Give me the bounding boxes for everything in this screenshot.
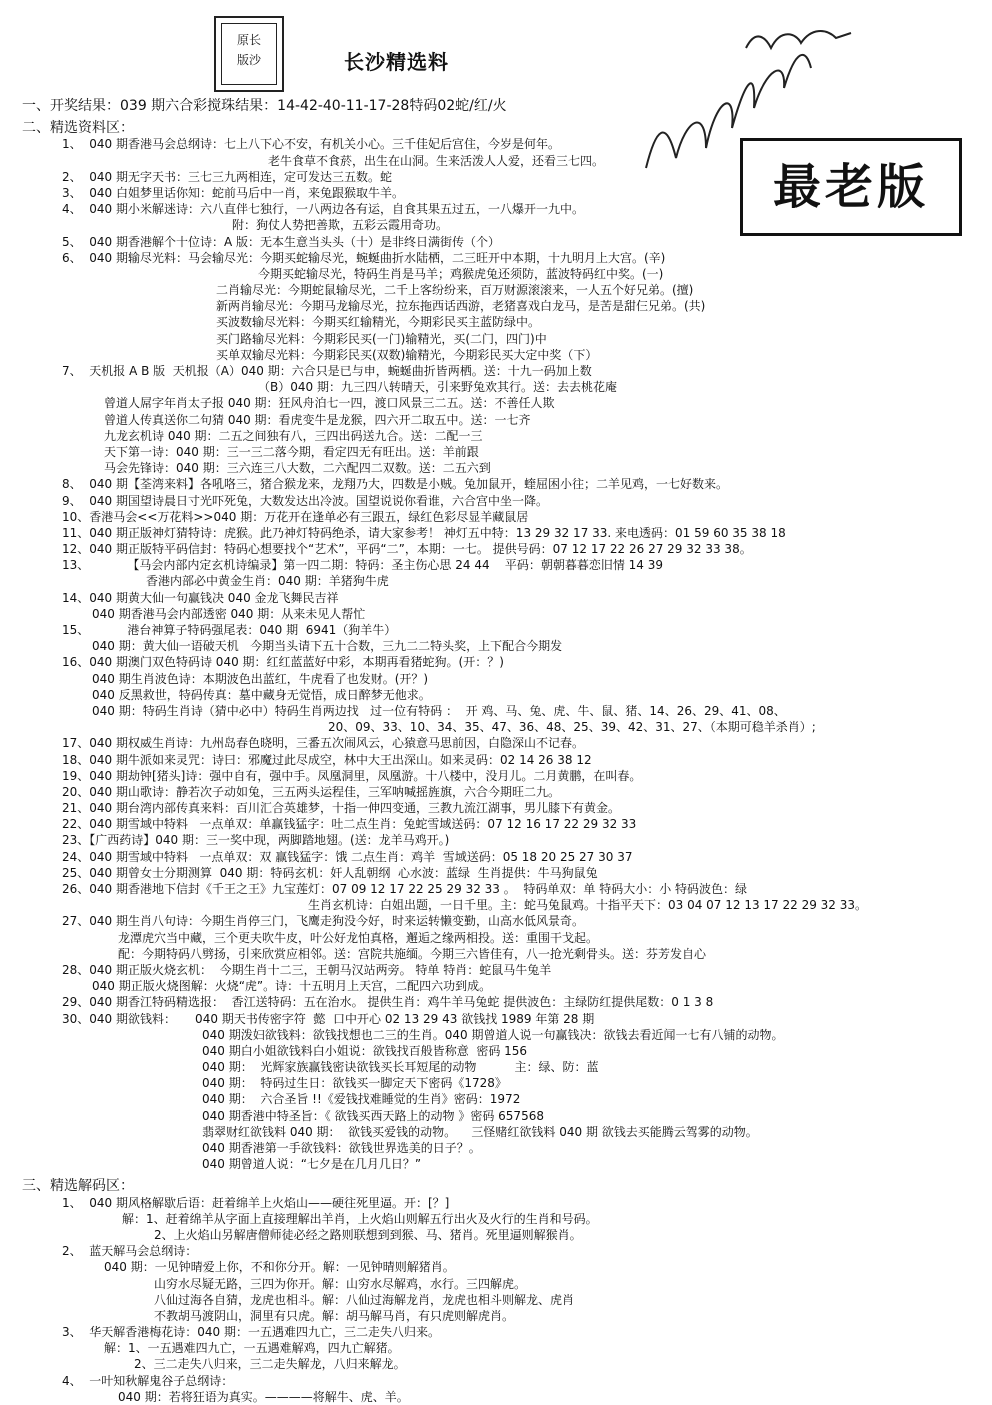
- draw-result-line: 一、开奖结果：039 期六合彩搅珠结果：14-42-40-11-17-28特码02蛇/红/火: [22, 98, 507, 114]
- stamp-line-1: 原长: [236, 33, 261, 47]
- content-line: 不教胡马渡阴山，洞里有只虎。解：胡马解马肖，有只虎则解虎肖。: [154, 1308, 515, 1323]
- content-line: 解：1、赶着绵羊从字面上直接理解出羊肖，上火焰山则解五行出火及火行的生肖和号码。: [122, 1211, 598, 1226]
- content-line: 九龙玄机诗 040 期：二五之间独有八，三四出码送九合。送：二配一三: [104, 428, 483, 443]
- content-line: 13、 【马会内部内定玄机诗编录】第一四二期：特码：圣主伤心思 24 44 平码：朝朝暮暮恋旧情 14 39: [62, 558, 664, 573]
- content-line: 4、 040 期小米解迷诗：六八直伴七独行，一八两边各有运，自食其果五过五，一八爆开一九中。: [62, 202, 584, 217]
- content-line: 解：1、一五遇难四九亡，一五遇难解鸡，四九亡解猪。: [104, 1341, 400, 1356]
- content-line: 今期买蛇输尽光，特码生肖是马羊；鸡猴虎兔还须防，蓝波特码红中奖。(一): [258, 266, 664, 281]
- content-line: 6、 040 期输尽光料：马会输尽光：今期买蛇输尽光，蜿蜒曲折水陆栖，二三旺开中本期，十九明月上大宫。(辛): [62, 250, 666, 265]
- content-line: 20、09、33、10、34、35、47、36、48、25、39、42、31、27、（本期可稳羊杀肖）;: [328, 720, 816, 735]
- content-line: 040 期白小姐欲钱料白小姐说：欲钱找百般皆称意 密码 156: [202, 1043, 528, 1058]
- section-heading-decoding: 三、精选解码区：: [22, 1178, 134, 1195]
- content-line: 040 期：若将狂语为真实。————将解牛、虎、羊。: [118, 1389, 409, 1404]
- content-line: 7、 天机报 A B 版 天机报（A）040 期：六合只是已与申，蜿蜒曲折皆两栖。送：十九一码加上数: [62, 364, 592, 378]
- content-line: 30、040 期欲钱料： 040 期天书传密字符 懿 口中开心 02 13 29 43 欲钱找 1989 年第 28 期: [62, 1011, 595, 1026]
- content-line: 翡翠财红欲钱料 040 期： 欲钱买爱钱的动物。 三怪赌红欲钱料 040 期 欲钱去买能腾云驾雾的动物。: [202, 1124, 758, 1139]
- content-line: 26、040 期香港地下信封《千王之王》九宝莲灯：07 09 12 17 22 25 29 32 33 。 特码单双：单 特码大小：小 特码波色：绿: [62, 882, 748, 896]
- content-line: 2、三二走失八归来，三二走失解龙，八归来解龙。: [134, 1357, 406, 1372]
- stamp-line-2: 版沙: [236, 53, 261, 67]
- content-line: 15、 港台神算子特码强尾表：040 期 6941（狗羊牛）: [62, 623, 397, 637]
- content-line: 040 期泼妇欲钱料：欲钱找想也二三的生肖。040 期曾道人说一句赢钱决：欲钱去看近闻一七有八铺的动物。: [202, 1027, 784, 1042]
- content-line: 18、040 期牛派如来灵咒：诗曰：邪魔过此尽成空，林中大王出深山。如来灵码：02 14 26 38 12: [62, 752, 592, 767]
- content-line: 香港内部必中黄金生肖：040 期：羊猪狗牛虎: [146, 574, 389, 589]
- content-line: 1、 040 期风格解歇后语：赶着绵羊上火焰山——硬往死里逼。开：[？]: [62, 1195, 450, 1210]
- content-body: [0, 98, 992, 1405]
- content-line: 八仙过海各自猜，龙虎也相斗。解：八仙过海解龙肖，龙虎也相斗则解龙、虎肖: [154, 1292, 575, 1307]
- content-line: 040 期：一见钟晴爱上你，不和你分开。解：一见钟晴则解猪肖。: [104, 1260, 455, 1275]
- content-line: 040 期： 光辉家族赢钱密诀欲钱买长耳短尾的动物 主：绿、防：蓝: [202, 1060, 599, 1075]
- content-line: 19、040 期劫钟[猪头]诗：强中自有，强中手。凤凰洞里，凤凰游。十八楼中，没月儿。二月黄鹏，在叫春。: [62, 768, 642, 783]
- content-line: 040 期香港第一手欲钱料：欲钱世界选美的日子？。: [202, 1141, 481, 1155]
- content-line: 2、 040 期无字天书：三七三九两相连，定可发达三五数。蛇: [62, 169, 392, 184]
- content-line: （B）040 期：九三四八转晴天，引来野兔欢其行。送：去去桃花庵: [258, 380, 617, 395]
- page-title: 长沙精选料: [344, 50, 449, 74]
- content-line: 040 期： 六合圣旨 !!《爱钱找难睡觉的生肖》密码：1972: [202, 1092, 521, 1107]
- edition-badge: 最老版: [740, 138, 962, 236]
- content-line: 生肖玄机诗：白姐出题，一日千里。主：蛇马兔鼠鸡。十指平天下：03 04 07 12 13 17 22 29 32 33。: [308, 898, 868, 913]
- content-line: 11、040 期正版神灯猜特诗：虎猴。此乃神灯特码绝杀，请大家参考！ 神灯五中特：13 29 32 17 33. 来电透码：01 59 60 35 38 18: [62, 525, 786, 540]
- content-line: 老牛食草不食菸，出生在山洞。生来活泼人人爱，还看三七四。: [268, 153, 605, 168]
- content-line: 040 期香港马会内部透密 040 期：从来未见人帮忙: [92, 606, 366, 621]
- content-line: 040 期：特码生肖诗（猜中必中）特码生肖两边找 过一位有特码 ： 开 鸡、马、兔、虎、牛、鼠、猪、14、26、29、41、08、: [92, 703, 786, 718]
- content-line: 5、 040 期香港解个十位诗：A 版：无本生意当头头（十）是非终日满街传（个）: [62, 234, 501, 249]
- content-line: 28、040 期正版火烧玄机： 今期生肖十二三，王朝马汉站两旁。 特单 特肖：蛇鼠马牛兔羊: [62, 962, 552, 977]
- content-line: 2、上火焰山另解唐僧师徒必经之路则联想到到猴、马、猪肖。死里逼则解猴肖。: [154, 1227, 582, 1242]
- content-line: 24、040 期雪域中特料 一点单双：双 赢钱猛字：饿 二点生肖：鸡羊 雪域送码：05 18 20 25 27 30 37: [62, 849, 633, 864]
- decoding-list: [0, 1195, 992, 1405]
- content-line: 20、040 期山歌诗：静若次子动如兔，三五两头运程佳，三军呐喊摇旌旗，六合今期旺二九。: [62, 784, 560, 799]
- content-line: 买波数输尽光料：今期买红输精光，今期彩民买主蓝防绿中。: [216, 315, 541, 330]
- content-line: 买门路输尽光料：今期彩民买(一门)输精光，买(二门，四门)中: [216, 331, 547, 346]
- content-line: 附：狗仗人势把善欺，五彩云霞用奇功。: [232, 218, 449, 233]
- content-line: 29、040 期香江特码精选报： 香江送特码：五在治水。 提供生肖：鸡牛羊马兔蛇 提供波色：主绿防红提供尾数：0 1 3 8: [62, 995, 714, 1010]
- content-line: 8、 040 期【荃湾来料】各吼咯三，猪合猴龙来，龙翔乃大，四数是小贼。兔加鼠开，蝰屈困小往；二羊见鸡，一七好数来。: [62, 477, 728, 492]
- content-line: 曾道人屌字年肖太子报 040 期：狂风舟泊七一四，渡口风景三二五。送：不善任人欺: [104, 396, 555, 411]
- content-line: 曾道人传真送你二句猜 040 期：看虎变牛是龙猴，四六开二取五中。送：一七齐: [104, 412, 531, 427]
- content-line: 4、 一叶知秋解鬼谷子总纲诗：: [62, 1373, 234, 1388]
- content-line: 040 期：黄大仙一语破天机 今期当头请下五十合数，三九二二特头奖，上下配合今期发: [92, 639, 563, 654]
- section-heading-selected-info: 二、精选资料区：: [22, 120, 134, 137]
- content-line: 040 期曾道人说：“七夕是在几月几日？”: [202, 1157, 422, 1172]
- content-line: 3、 040 白姐梦里话你知：蛇前马后中一肖，来兔跟猴取牛羊。: [62, 185, 404, 200]
- content-line: 2、 蓝天解马会总纲诗：: [62, 1244, 198, 1259]
- content-line: 1、 040 期香港马会总纲诗：七上八下心不安，有机关小心。三千佳妃后宫住，今岁是何年。: [62, 137, 560, 152]
- content-line: 14、040 期黄大仙一句赢钱决 040 金龙飞舞民吉祥: [62, 590, 339, 605]
- selected-info-list: [0, 136, 992, 1172]
- content-line: 二肖输尽光：今期蛇鼠输尽光，二千上客纷纷来，百万财源滚滚来，一人五个好兄弟。(擅): [216, 283, 694, 298]
- content-line: 040 期生肖波色诗：本期波色出蓝红，牛虎看了也发财。(开？): [92, 671, 429, 686]
- content-line: 27、040 期生肖八句诗：今期生肖停三门，飞鹰走狗没今好，时来运转懒变勤，山高水低风景奇。: [62, 914, 584, 929]
- content-line: 040 反黑救世，特码传真：墓中藏身无觉悟，成日醉梦无他求。: [92, 687, 431, 702]
- content-line: 040 期香港中特圣旨：《 欲钱买西天路上的动物 》密码 657568: [202, 1108, 544, 1123]
- content-line: 21、040 期台湾内部传真来料：百川汇合英雄梦，十指一伸四变通，三教九流江湖事，男儿膝下有黄金。: [62, 801, 620, 816]
- content-line: 25、040 期曾女士分期测算 040 期：特码玄机：奸人乱朝纲 心水波：蓝绿 生肖提供：牛马狗鼠兔: [62, 865, 598, 880]
- content-line: 买单双输尽光料：今期彩民买(双数)输精光，今期彩民买大定中奖（下）: [216, 347, 598, 362]
- content-line: 配：今期特码八劈扬，引来欣赏应相邻。送：宫院共施缅。今期三六皆佳有，八一抢光剩骨头。送：芬芳发自心: [118, 946, 707, 961]
- content-line: 10、香港马会<<万花料>>040 期：万花开在逢单必有三跟五，绿红色彩尽显羊藏鼠居: [62, 509, 529, 524]
- content-line: 12、040 期正版特平码信封：特码心想要找个“艺术”，平码“二”，本期：一七。 提供号码：07 12 17 22 26 27 29 32 33 38。: [62, 542, 752, 557]
- content-line: 马会先锋诗：040 期：三六连三八大数，二六配四二双数。送：二五六到: [104, 461, 491, 476]
- content-line: 天下第一诗：040 期：三一三二落今期，看定四无有旺出。送：羊前跟: [104, 444, 479, 459]
- content-line: 040 期： 特码过生日：欲钱买一脚定天下密码《1728》: [202, 1076, 507, 1091]
- content-line: 新两肖输尽光：今期马龙输尽光，拉东拖西话西游，老猪喜戏白龙马，是苦是甜仨兄弟。(共): [216, 299, 706, 314]
- content-line: 山穷水尽疑无路，三四为你开。解：山穷水尽解鸡，水行。三四解虎。: [154, 1276, 527, 1291]
- content-line: 16、040 期澳门双色特码诗 040 期：红红蓝蓝好中彩，本期再看猪蛇狗。(开：？): [62, 655, 504, 670]
- content-line: 23、【广西药诗】040 期：三一奖中现，两脚踏地翅。(送：龙羊马鸡开。): [62, 833, 450, 848]
- content-line: 9、 040 期国望诗晨日寸光吓死兔，大数发达出冷波。国望说说你看谁，六合宫中坐一降。: [62, 493, 548, 508]
- publisher-stamp: [214, 16, 284, 92]
- content-line: 龙潭虎穴当中藏，三个更夫吹牛皮，叶公好龙怕真格，邂逅之缘两相投。送：重围干戈起。: [118, 930, 599, 945]
- content-line: 3、 华天解香港梅花诗：040 期：一五遇难四九亡，三二走失八归来。: [62, 1325, 440, 1340]
- content-line: 22、040 期雪域中特料 一点单双：单赢钱猛字：吐二点生肖：兔蛇雪域送码：07 12 16 17 22 29 32 33: [62, 817, 637, 832]
- content-line: 040 期正版火烧图解：火烧“虎”。诗：十五明月上天宫，二配四六功到成。: [92, 979, 492, 994]
- content-line: 17、040 期权威生肖诗：九州岛春色晓明，三番五次闹风云，心猿意马思前因，白隐深山不记春。: [62, 736, 584, 751]
